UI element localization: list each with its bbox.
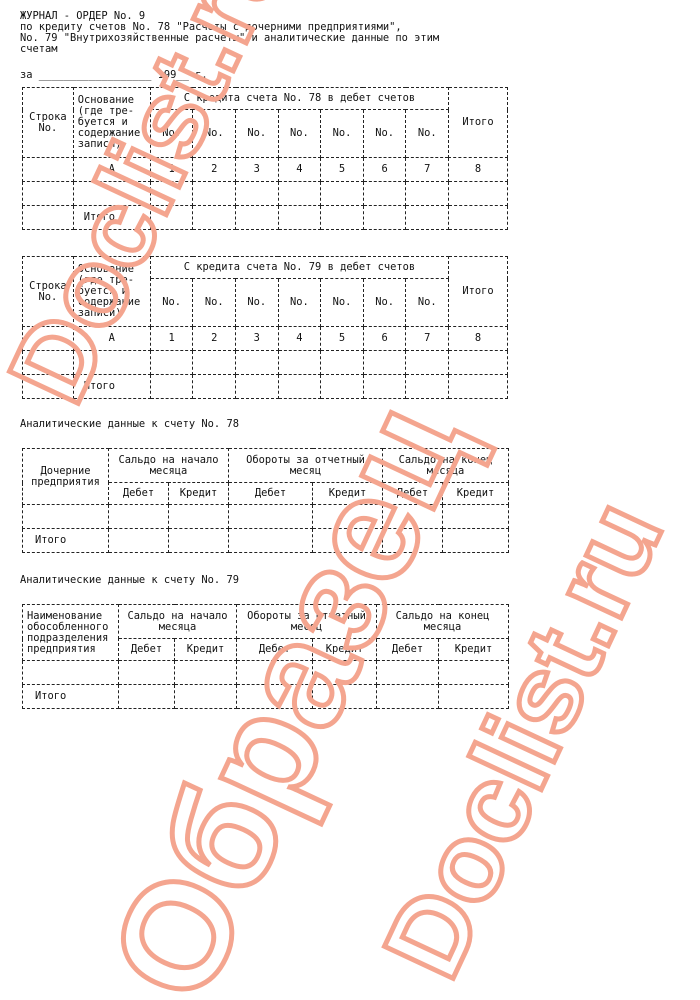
table-account-78: [22, 87, 508, 230]
index-cell: 1: [150, 158, 193, 182]
col-debit: Дебет: [229, 483, 313, 505]
table-cell: [73, 351, 150, 375]
col-subdivision: Наименование обособленного подразделения предприятия: [23, 605, 119, 661]
table-cell: [449, 375, 508, 399]
table-cell: [169, 529, 229, 553]
table-cell: [150, 375, 193, 399]
index-cell: 2: [193, 158, 236, 182]
table-cell: [109, 529, 169, 553]
table-cell: [236, 375, 279, 399]
col-credit: Кредит: [175, 639, 237, 661]
table-cell: [237, 685, 313, 709]
col-debit: Дебет: [109, 483, 169, 505]
table-cell: [321, 206, 364, 230]
index-cell: 2: [193, 327, 236, 351]
table-cell: [278, 206, 321, 230]
table-cell: [363, 351, 406, 375]
table-cell: [439, 685, 509, 709]
col-closing-balance: Сальдо на конец месяца: [383, 449, 509, 483]
col-turnover: Обороты за отчетный месяц: [229, 449, 383, 483]
table-cell: [363, 206, 406, 230]
index-cell: 5: [321, 158, 364, 182]
col-group-credit-78: С кредита счета No. 78 в дебет счетов: [150, 88, 448, 110]
table-cell: [449, 182, 508, 206]
total-row-label: Итого: [73, 206, 150, 230]
journal-title: ЖУРНАЛ - ОРДЕР No. 9: [20, 10, 146, 22]
col-no: No.: [363, 110, 406, 158]
table-cell: [321, 375, 364, 399]
col-row-number: Строка No.: [23, 257, 74, 327]
table-cell: [321, 351, 364, 375]
table-cell: [278, 351, 321, 375]
table-analytics-79: [22, 604, 509, 709]
col-no: No.: [278, 110, 321, 158]
col-basis: Основание (где тре- буется и содержание записи): [73, 257, 150, 327]
table-cell: [377, 685, 439, 709]
journal-subtitle-line-2: No. 79 "Внутрихозяйственные расчеты" и аналитические данные по этим: [20, 32, 440, 44]
col-debit: Дебет: [119, 639, 175, 661]
table-cell: [23, 661, 119, 685]
index-cell: А: [73, 158, 150, 182]
table-cell: [237, 661, 313, 685]
col-basis: Основание (где тре- буется и содержание записи): [73, 88, 150, 158]
table-cell: [449, 206, 508, 230]
table-cell: [406, 206, 449, 230]
table-cell: [23, 182, 74, 206]
watermark-doclist-bottom: [360, 483, 686, 995]
index-cell: А: [73, 327, 150, 351]
table-cell: [363, 182, 406, 206]
index-cell: 3: [236, 327, 279, 351]
table-cell: [443, 529, 509, 553]
table-analytics-78: [22, 448, 509, 553]
table-cell: [175, 685, 237, 709]
table-cell: [439, 661, 509, 685]
table-cell: [73, 182, 150, 206]
col-no: No.: [406, 279, 449, 327]
table-account-79: [22, 256, 508, 399]
analytics-79-title: Аналитические данные к счету No. 79: [20, 574, 239, 586]
table-cell: [449, 351, 508, 375]
table-cell: [109, 505, 169, 529]
col-total: Итого: [449, 257, 508, 327]
col-no: No.: [363, 279, 406, 327]
analytics-78-title: Аналитические данные к счету No. 78: [20, 418, 239, 430]
table-cell: [23, 375, 74, 399]
table-cell: [150, 351, 193, 375]
index-cell: 7: [406, 327, 449, 351]
total-row-label: Итого: [73, 375, 150, 399]
table-cell: [23, 206, 74, 230]
index-cell: 8: [449, 158, 508, 182]
col-opening-balance: Сальдо на начало месяца: [109, 449, 229, 483]
col-no: No.: [193, 110, 236, 158]
col-no: No.: [236, 110, 279, 158]
table-cell: [313, 505, 383, 529]
total-row-label: Итого: [23, 685, 119, 709]
table-cell: [321, 182, 364, 206]
table-cell: [229, 505, 313, 529]
index-cell: [23, 158, 74, 182]
table-cell: [278, 182, 321, 206]
col-debit: Дебет: [377, 639, 439, 661]
table-cell: [150, 206, 193, 230]
table-cell: [313, 661, 377, 685]
table-cell: [278, 375, 321, 399]
index-cell: 1: [150, 327, 193, 351]
index-cell: 6: [363, 158, 406, 182]
index-cell: [23, 327, 74, 351]
table-cell: [193, 182, 236, 206]
col-credit: Кредит: [313, 483, 383, 505]
col-debit: Дебет: [237, 639, 313, 661]
index-cell: 7: [406, 158, 449, 182]
col-credit: Кредит: [443, 483, 509, 505]
table-cell: [229, 529, 313, 553]
table-cell: [313, 529, 383, 553]
table-cell: [443, 505, 509, 529]
table-cell: [236, 182, 279, 206]
journal-subtitle-line-3: счетам: [20, 43, 58, 55]
table-cell: [169, 505, 229, 529]
index-cell: 4: [278, 327, 321, 351]
table-cell: [383, 529, 443, 553]
table-cell: [236, 206, 279, 230]
table-cell: [236, 351, 279, 375]
col-no: No.: [321, 110, 364, 158]
col-closing-balance: Сальдо на конец месяца: [377, 605, 509, 639]
index-cell: 5: [321, 327, 364, 351]
index-cell: 4: [278, 158, 321, 182]
table-cell: [406, 182, 449, 206]
col-total: Итого: [449, 88, 508, 158]
journal-subtitle-line-1: по кредиту счетов No. 78 "Расчеты с дочерними предприятиями",: [20, 21, 402, 33]
col-no: No.: [406, 110, 449, 158]
col-no: No.: [236, 279, 279, 327]
period-line: за __________________ 199__ г.: [20, 69, 208, 81]
col-no: No.: [193, 279, 236, 327]
table-cell: [406, 375, 449, 399]
table-cell: [406, 351, 449, 375]
col-group-credit-79: С кредита счета No. 79 в дебет счетов: [150, 257, 448, 279]
table-cell: [193, 375, 236, 399]
table-cell: [193, 351, 236, 375]
table-cell: [363, 375, 406, 399]
table-cell: [23, 505, 109, 529]
index-cell: 3: [236, 158, 279, 182]
col-no: No.: [278, 279, 321, 327]
table-cell: [119, 685, 175, 709]
col-credit: Кредит: [313, 639, 377, 661]
table-cell: [23, 351, 74, 375]
table-cell: [175, 661, 237, 685]
table-cell: [313, 685, 377, 709]
index-cell: 8: [449, 327, 508, 351]
col-opening-balance: Сальдо на начало месяца: [119, 605, 237, 639]
col-debit: Дебет: [383, 483, 443, 505]
table-cell: [119, 661, 175, 685]
table-cell: [150, 182, 193, 206]
index-cell: 6: [363, 327, 406, 351]
col-no: No.: [150, 110, 193, 158]
col-row-number: Строка No.: [23, 88, 74, 158]
col-turnover: Обороты за отчетный месяц: [237, 605, 377, 639]
total-row-label: Итого: [23, 529, 109, 553]
table-cell: [193, 206, 236, 230]
table-cell: [383, 505, 443, 529]
col-credit: Кредит: [169, 483, 229, 505]
col-no: No.: [150, 279, 193, 327]
table-cell: [377, 661, 439, 685]
col-subsidiaries: Дочерние предприятия: [23, 449, 109, 505]
col-no: No.: [321, 279, 364, 327]
col-credit: Кредит: [439, 639, 509, 661]
